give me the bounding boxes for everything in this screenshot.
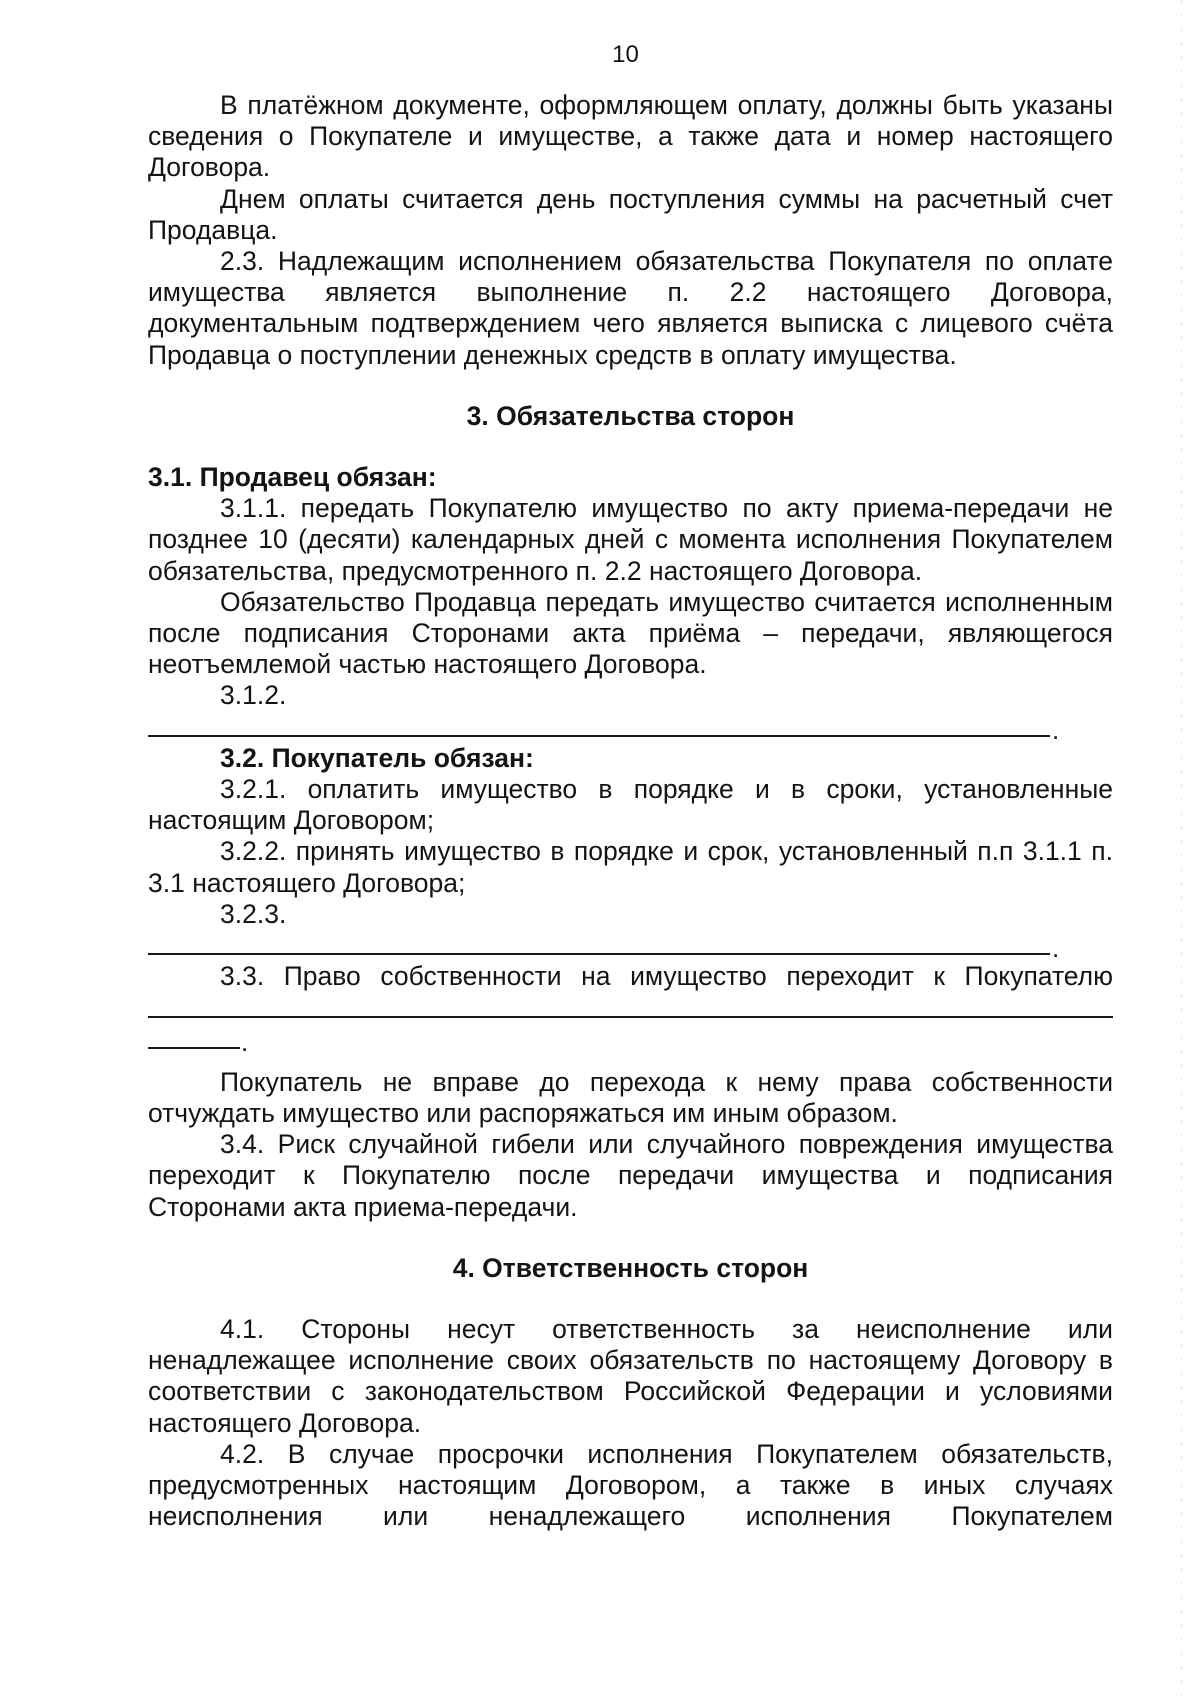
- paragraph-3-1-2: 3.1.2.: [220, 680, 287, 711]
- blank-fill-line-3-1-2: [148, 712, 1113, 743]
- paragraph-4-1: 4.1. Стороны несут ответственность за неисполнение или ненадлежащее исполнение своих обязательств по настоящему Договору в соответствии с законодательством Российской Федерации и условиями настоящего Договора.: [148, 1314, 1113, 1438]
- paragraph-3-4: 3.4. Риск случайной гибели или случайного повреждения имущества переходит к Покупателю после передачи имущества и подписания Сторонами акта приема-передачи.: [148, 1129, 1113, 1222]
- paragraph-3-1-1: 3.1.1. передать Покупателю имущество по акту приема-передачи не позднее 10 (десяти) календарных дней с момента исполнения Покупателем обязательства, предусмотренного п. 2.2 настоящего Договора.: [148, 493, 1113, 586]
- blank-underline: [148, 735, 1050, 737]
- paragraph-3-2-1: 3.2.1. оплатить имущество в порядке и в сроки, установленные настоящим Договором;: [148, 774, 1113, 836]
- section-3-title: 3. Обязательства сторон: [466, 400, 795, 431]
- paragraph-3-2-3: 3.2.3.: [220, 898, 287, 929]
- blank-fill-line-3-3-b: [148, 1024, 1113, 1055]
- paragraph-3-2-2: 3.2.2. принять имущество в порядке и срок, установленный п.п 3.1.1 п. 3.1 настоящего Договора;: [148, 836, 1113, 898]
- page-number: 10: [612, 41, 639, 68]
- paragraph-payment-document: В платёжном документе, оформляющем оплату, должны быть указаны сведения о Покупателе и имуществе, а также дата и номер настоящего Договора.: [148, 90, 1113, 183]
- paragraph-2-3: 2.3. Надлежащим исполнением обязательства Покупателя по оплате имущества является выполнение п. 2.2 настоящего Договора, документальным подтверждением чего является выписка с лицевого счёта Продавца о поступлении денежных средств в оплату имущества.: [148, 246, 1113, 370]
- section-4-title: 4. Ответственность сторон: [452, 1252, 809, 1283]
- subsection-3-2-title: 3.2. Покупатель обязан:: [220, 742, 534, 773]
- paragraph-payment-day: Днем оплаты считается день поступления суммы на расчетный счет Продавца.: [148, 183, 1113, 245]
- paragraph-4-2: 4.2. В случае просрочки исполнения Покупателем обязательств, предусмотренных настоящим Договором, а также в иных случаях неисполнения или ненадлежащего исполнения Покупателем: [148, 1438, 1113, 1532]
- blank-underline: [148, 1016, 1113, 1018]
- blank-fill-line-3-2-3: [148, 930, 1113, 964]
- scan-margin-marks: [1181, 0, 1182, 1696]
- paragraph-3-3: 3.3. Право собственности на имущество переходит к Покупателю: [220, 961, 1113, 992]
- blank-end-mark: .: [1052, 933, 1060, 964]
- paragraph-3-1-obligation: Обязательство Продавца передать имущество считается исполненным после подписания Сторонами акта приёма – передачи, являющегося неотъемлемой частью настоящего Договора.: [148, 586, 1113, 680]
- blank-underline: [148, 953, 1050, 955]
- blank-fill-line-3-3-a: [148, 992, 1113, 1023]
- blank-end-mark: .: [1052, 714, 1060, 745]
- document-page: [148, 40, 1113, 1532]
- subsection-3-1-title: 3.1. Продавец обязан:: [148, 462, 437, 493]
- blank-end-mark: .: [241, 1026, 249, 1057]
- blank-underline: [148, 1047, 240, 1049]
- paragraph-3-3-restriction: Покупатель не вправе до перехода к нему права собственности отчуждать имущество или распоряжаться им иным образом.: [148, 1066, 1113, 1129]
